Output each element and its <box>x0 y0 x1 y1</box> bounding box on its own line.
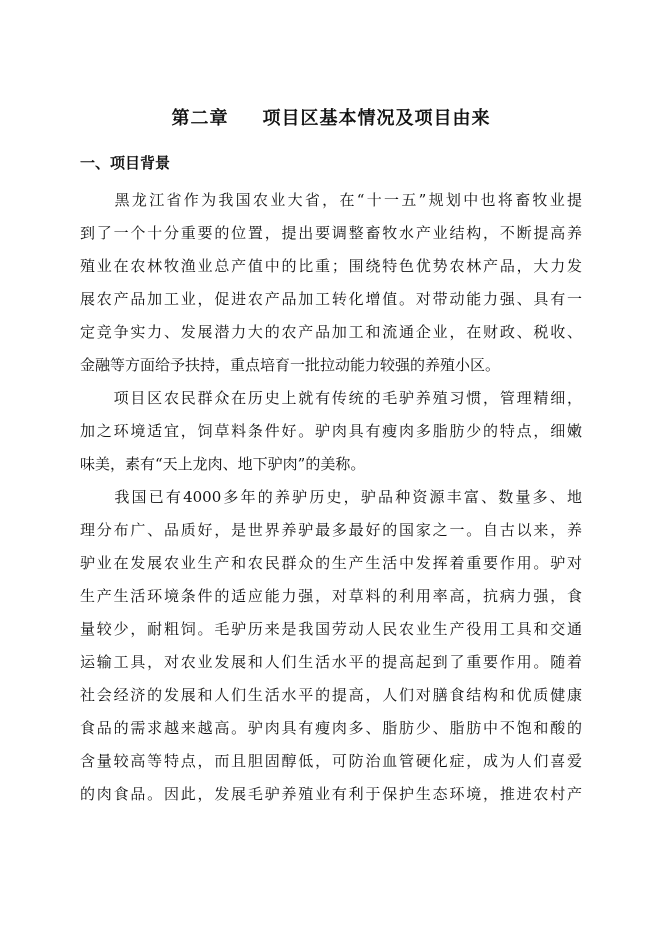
chapter-number: 第二章 <box>171 108 229 129</box>
text-line: 项目区农民群众在历史上就有传统的毛驴养殖习惯，管理精细， <box>80 389 582 407</box>
text-line: 展农产品加工业，促进农产品加工转化增值。对带动能力强、具有一 <box>80 290 582 308</box>
chapter-title <box>0 104 662 130</box>
text-line: 加之环境适宜，饲草料条件好。驴肉具有瘦肉多脂肪少的特点，细嫩 <box>80 422 582 440</box>
text-line: 运输工具，对农业发展和人们生活水平的提高起到了重要作用。随着 <box>80 653 582 671</box>
body-text <box>80 184 582 811</box>
paragraph-2 <box>80 382 582 481</box>
paragraph-1 <box>80 184 582 382</box>
section-heading: 一、项目背景 <box>80 154 171 172</box>
text-line: 殖业在农林牧渔业总产值中的比重；围绕特色优势农林产品，大力发 <box>80 257 582 275</box>
text-line: 我国已有4000多年的养驴历史，驴品种资源丰富、数量多、地 <box>80 488 582 506</box>
text-line: 定竞争实力、发展潜力大的农产品加工和流通企业，在财政、税收、 <box>80 323 582 341</box>
text-line: 含量较高等特点，而且胆固醇低，可防治血管硬化症，成为人们喜爱 <box>80 752 582 770</box>
text-line: 生产生活环境条件的适应能力强，对草料的利用率高，抗病力强，食 <box>80 587 582 605</box>
text-line: 理分布广、品质好，是世界养驴最多最好的国家之一。自古以来，养 <box>80 521 582 539</box>
text-line: 驴业在发展农业生产和农民群众的生产生活中发挥着重要作用。驴对 <box>80 554 582 572</box>
text-line: 量较少，耐粗饲。毛驴历来是我国劳动人民农业生产役用工具和交通 <box>80 620 582 638</box>
text-line: 黑龙江省作为我国农业大省，在“十一五”规划中也将畜牧业提 <box>80 191 582 209</box>
text-line: 的肉食品。因此，发展毛驴养殖业有利于保护生态环境，推进农村产 <box>80 785 582 803</box>
text-line: 社会经济的发展和人们生活水平的提高，人们对膳食结构和优质健康 <box>80 686 582 704</box>
text-line: 金融等方面给予扶持，重点培育一批拉动能力较强的养殖小区。 <box>80 356 501 374</box>
text-line: 食品的需求越来越高。驴肉具有瘦肉多、脂肪少、脂肪中不饱和酸的 <box>80 719 582 737</box>
text-line: 到了一个十分重要的位置，提出要调整畜牧水产业结构，不断提高养 <box>80 224 582 242</box>
paragraph-3 <box>80 481 582 811</box>
text-line: 味美，素有“天上龙肉、地下驴肉”的美称。 <box>80 455 366 473</box>
chapter-name: 项目区基本情况及项目由来 <box>262 108 491 129</box>
